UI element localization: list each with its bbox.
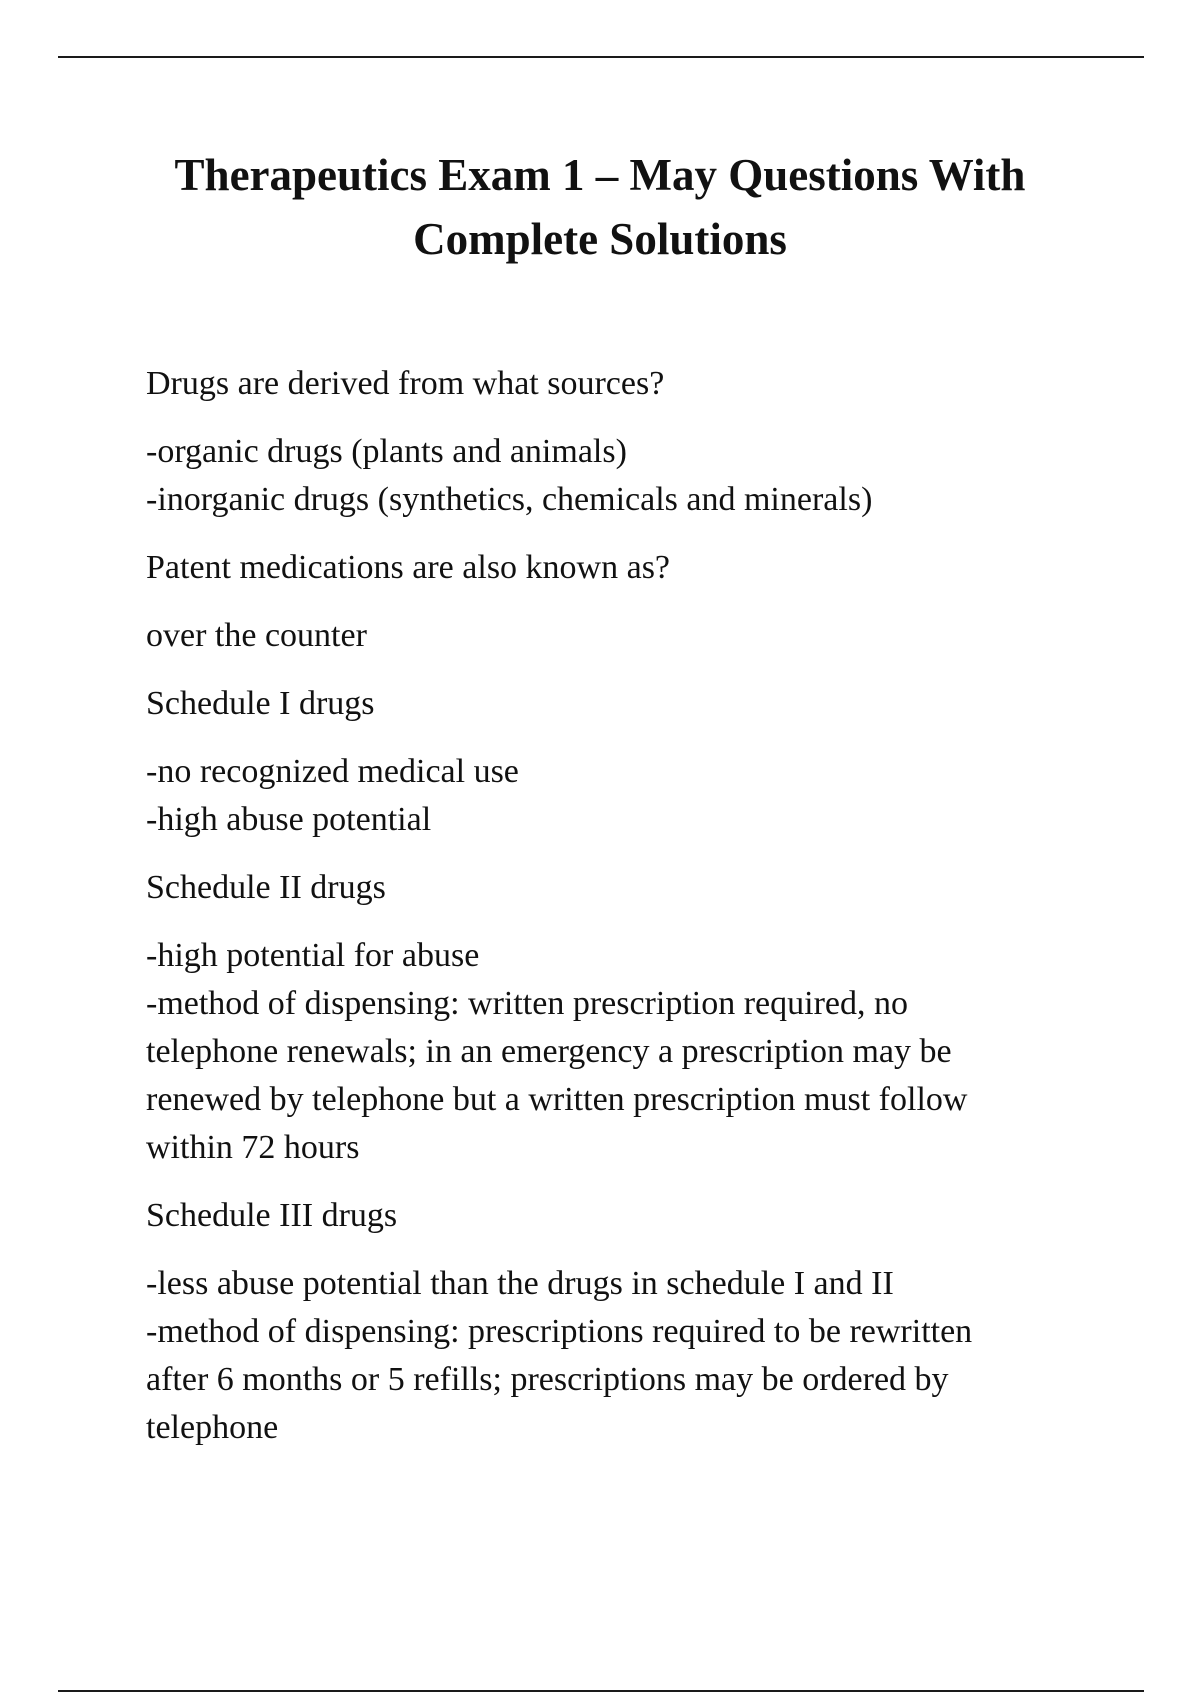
answer-line: renewed by telephone but a written prescription must follow <box>146 1081 968 1118</box>
answer-1 <box>146 428 1066 524</box>
answer-2 <box>146 612 1066 660</box>
page-title <box>100 143 1100 271</box>
question-text: Drugs are derived from what sources? <box>146 365 665 402</box>
answer-line: -organic drugs (plants and animals) <box>146 433 627 470</box>
answer-line: telephone renewals; in an emergency a prescription may be <box>146 1033 952 1070</box>
title-line-2: Complete Solutions <box>413 214 787 264</box>
question-5 <box>146 1192 1066 1240</box>
bottom-rule <box>58 1690 1144 1692</box>
answer-line: -high abuse potential <box>146 801 432 838</box>
question-answer-list <box>146 360 1066 1472</box>
answer-line: over the counter <box>146 617 367 654</box>
answer-3 <box>146 748 1066 844</box>
answer-line: within 72 hours <box>146 1129 360 1166</box>
answer-line: -no recognized medical use <box>146 753 519 790</box>
top-rule <box>58 56 1144 58</box>
question-text: Schedule II drugs <box>146 869 386 906</box>
answer-4 <box>146 932 1066 1172</box>
question-1 <box>146 360 1066 408</box>
title-line-1: Therapeutics Exam 1 – May Questions With <box>174 150 1026 200</box>
answer-line: telephone <box>146 1409 279 1446</box>
answer-line: -high potential for abuse <box>146 937 480 974</box>
answer-line: -method of dispensing: written prescription required, no <box>146 985 908 1022</box>
question-text: Patent medications are also known as? <box>146 549 671 586</box>
question-4 <box>146 864 1066 912</box>
answer-5 <box>146 1260 1066 1452</box>
answer-line: -inorganic drugs (synthetics, chemicals and minerals) <box>146 481 873 518</box>
answer-line: -less abuse potential than the drugs in schedule I and II <box>146 1265 894 1302</box>
question-2 <box>146 544 1066 592</box>
question-text: Schedule I drugs <box>146 685 375 722</box>
answer-line: after 6 months or 5 refills; prescriptions may be ordered by <box>146 1361 949 1398</box>
question-text: Schedule III drugs <box>146 1197 398 1234</box>
answer-line: -method of dispensing: prescriptions required to be rewritten <box>146 1313 973 1350</box>
question-3 <box>146 680 1066 728</box>
